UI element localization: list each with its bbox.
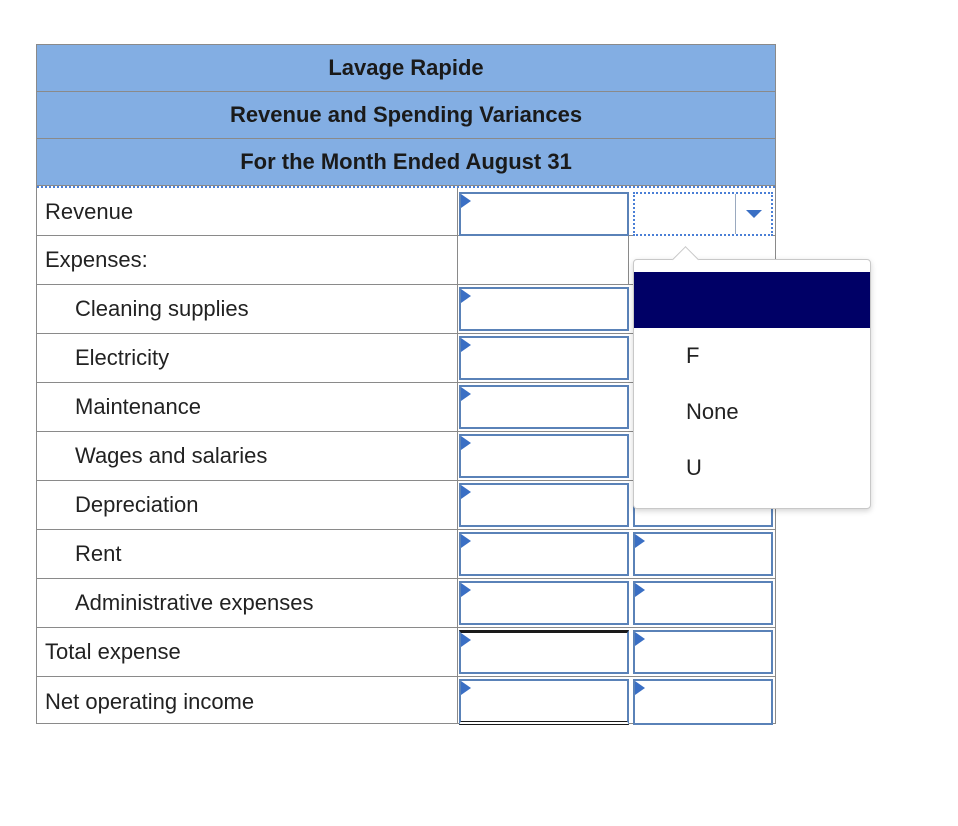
net-income-amount-input[interactable] [459,679,629,725]
row-label: Expenses: [37,236,458,284]
row-label: Net operating income [37,677,458,723]
cleaning-supplies-amount-input[interactable] [459,287,629,331]
total-expense-amount-input[interactable] [459,630,629,674]
input-marker-icon [461,534,471,548]
input-marker-icon [461,633,471,647]
dropdown-option-blank[interactable] [634,272,870,328]
dropdown-option-u[interactable]: U [686,455,702,480]
table-row-rent [37,530,775,579]
row-label: Electricity [37,334,458,382]
input-marker-icon [635,534,645,548]
net-income-variance-select[interactable] [633,679,773,725]
input-marker-icon [635,583,645,597]
table-row-net-operating-income [37,677,775,723]
total-expense-variance-select[interactable] [633,630,773,674]
input-marker-icon [461,436,471,450]
table-row-total-expense [37,628,775,677]
dropdown-option-none[interactable]: None [686,399,739,424]
input-marker-icon [461,681,471,695]
maintenance-amount-input[interactable] [459,385,629,429]
row-label: Depreciation [37,481,458,529]
admin-variance-select[interactable] [633,581,773,625]
wages-amount-input[interactable] [459,434,629,478]
variance-dropdown-menu [633,259,871,509]
input-marker-icon [635,681,645,695]
dropdown-arrow-icon[interactable] [735,194,771,234]
row-label: Rent [37,530,458,578]
depreciation-amount-input[interactable] [459,483,629,527]
row-label: Wages and salaries [37,432,458,480]
input-marker-icon [461,485,471,499]
company-title: Lavage Rapide [37,45,775,92]
input-marker-icon [461,338,471,352]
row-label: Maintenance [37,383,458,431]
expenses-blank-cell [459,236,629,284]
report-title: Revenue and Spending Variances [37,92,775,139]
row-label: Total expense [37,628,458,676]
table-row-revenue [37,186,775,236]
input-marker-icon [461,583,471,597]
dropdown-option-f[interactable]: F [686,343,700,368]
row-label: Cleaning supplies [37,285,458,333]
row-label: Revenue [37,188,458,235]
revenue-variance-select[interactable] [633,192,773,236]
rent-amount-input[interactable] [459,532,629,576]
admin-amount-input[interactable] [459,581,629,625]
input-marker-icon [461,387,471,401]
period-title: For the Month Ended August 31 [37,139,775,186]
input-marker-icon [635,632,645,646]
revenue-amount-input[interactable] [459,192,629,236]
electricity-amount-input[interactable] [459,336,629,380]
rent-variance-select[interactable] [633,532,773,576]
input-marker-icon [461,194,471,208]
row-label: Administrative expenses [37,579,458,627]
table-row-administrative-expenses [37,579,775,628]
input-marker-icon [461,289,471,303]
